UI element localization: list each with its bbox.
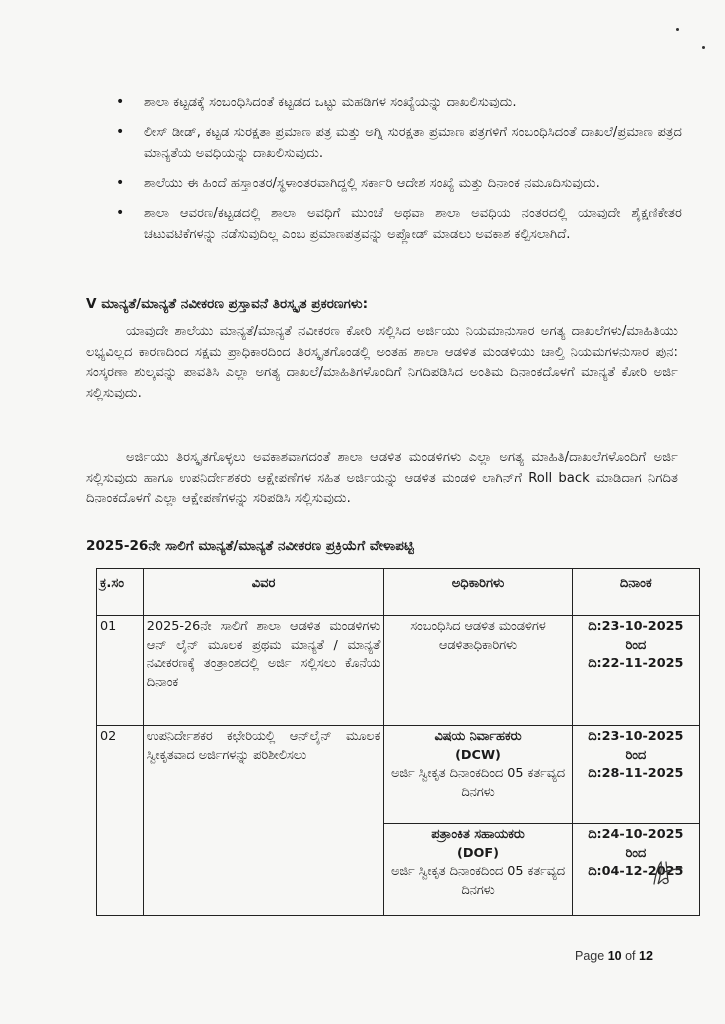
date-connector: ರಿಂದ	[625, 845, 647, 861]
section-v-paragraph-1: ಯಾವುದೇ ಶಾಲೆಯು ಮಾನ್ಯತೆ/ಮಾನ್ಯತೆ ನವೀಕರಣ ಕೋರಿ ಸಲ್ಲಿಸಿದ ಅರ್ಜಿಯು ನಿಯಮಾನುಸಾರ ಅಗತ್ಯ ದಾಖಲೆಗಳು/ಮಾಹಿತಿಯು ಲಭ್ಯವಿಲ್ಲದ ಕಾರಣದಿಂದ ಸಕ್ಷಮ ಪ್ರಾಧಿಕಾರದಿಂದ ತಿರಸ್ಕೃತಗೊಂಡಲ್ಲಿ ಅಂತಹ ಶಾಲಾ ಆಡಳಿತ ಮಂಡಳಿಯು ಚಾಲ್ತಿ ನಿಯಮಗಳನುಸಾರ ಪುನ: ಸಂಸ್ಕರಣಾ ಶುಲ್ಕವನ್ನು ಪಾವತಿಸಿ ಎಲ್ಲಾ ಅಗತ್ಯ ದಾಖಲೆ/ಮಾಹಿತಿಗಳೊಂದಿಗೆ ನಿಗದಿಪಡಿಸಿದ ಅಂತಿಮ ದಿನಾಂಕದೊಳಗೆ ಮಾನ್ಯತೆ ಕೋರಿ ಅರ್ಜಿ ಸಲ್ಲಿಸುವುದು.	[86, 324, 678, 401]
column-header-date: ದಿನಾಂಕ	[572, 569, 699, 616]
bullet-text: ಶಾಲಾ ಆವರಣ/ಕಟ್ಟಡದಲ್ಲಿ ಶಾಲಾ ಅವಧಿಗೆ ಮುಂಚೆ ಅಥವಾ ಶಾಲಾ ಅವಧಿಯ ನಂತರದಲ್ಲಿ ಯಾವುದೇ ಶೈಕ್ಷಣಿಕೇತರ ಚಟುವಟಿಕೆಗಳನ್ನು ನಡೆಸುವುದಿಲ್ಲ ಎಂಬ ಪ್ರಮಾಣಪತ್ರವನ್ನು ಅಪ್ಲೋಡ್ ಮಾಡಲು ಅವಕಾಶ ಕಲ್ಪಿಸಲಾಗಿದೆ.	[144, 206, 682, 242]
column-header-details: ವಿವರ	[143, 569, 384, 616]
date-to: ದಿ:28-11-2025	[588, 766, 684, 781]
bullet-icon: •	[116, 124, 125, 140]
row-serial: 01	[97, 616, 144, 726]
schedule-heading: 2025-26ನೇ ಸಾಲಿಗೆ ಮಾನ್ಯತೆ/ಮಾನ್ಯತೆ ನವೀಕರಣ ಪ್ರಕ್ರಿಯೆಗೆ ವೇಳಾಪಟ್ಟಿ	[86, 538, 414, 554]
table-row	[97, 616, 700, 726]
total-pages-number: 12	[639, 949, 653, 963]
date-to: ದಿ:22-11-2025	[588, 656, 684, 671]
section-v-paragraph-2: ಅರ್ಜಿಯು ತಿರಸ್ಕೃತಗೊಳ್ಳಲು ಅವಕಾಶವಾಗದಂತೆ ಶಾಲಾ ಆಡಳಿತ ಮಂಡಳಿಗಳು ಎಲ್ಲಾ ಅಗತ್ಯ ಮಾಹಿತಿ/ದಾಖಲೆಗಳೊಂದಿಗೆ ಅರ್ಜಿ ಸಲ್ಲಿಸುವುದು ಹಾಗೂ ಉಪನಿರ್ದೇಶಕರು ಆಕ್ಷೇಪಣೆಗಳ ಸಹಿತ ಅರ್ಜಿಯನ್ನು ಆಡಳಿತ ಮಂಡಳಿ ಲಾಗಿನ್‌ಗೆ Roll back ಮಾಡಿದಾಗ ನಿಗದಿತ ದಿನಾಂಕದೊಳಗೆ ಎಲ್ಲಾ ಆಕ್ಷೇಪಣೆಗಳನ್ನು ಸರಿಪಡಿಸಿ ಸಲ್ಲಿಸುವುದು.	[86, 450, 678, 506]
officer-title: ಪತ್ರಾಂಕಿತ ಸಹಾಯಕರು	[431, 827, 525, 842]
officer-code: (DCW)	[455, 747, 501, 763]
current-page-number: 10	[607, 949, 622, 963]
section-v-heading: V ಮಾನ್ಯತೆ/ಮಾನ್ಯತೆ ನವೀಕರಣ ಪ್ರಸ್ತಾವನೆ ತಿರಸ್ಕೃತ ಪ್ರಕರಣಗಳು:	[86, 296, 369, 312]
date-connector: ರಿಂದ	[625, 637, 647, 653]
row-serial: 02	[97, 726, 144, 916]
row-officer: ಸಂಬಂಧಿಸಿದ ಆಡಳಿತ ಮಂಡಳಿಗಳ ಆಡಳಿತಾಧಿಕಾರಿಗಳು	[384, 616, 572, 726]
row-date-range	[572, 616, 699, 726]
bullet-item	[112, 92, 682, 113]
requirements-bullet-list	[112, 92, 682, 254]
date-to: ದಿ:04-12-2025	[588, 864, 684, 879]
date-from: ದಿ:24-10-2025	[588, 827, 684, 842]
officer-note: ಅರ್ಜಿ ಸ್ವೀಕೃತ ದಿನಾಂಕದಿಂದ 05 ಕರ್ತವ್ಯದ ದಿನಗಳು	[391, 864, 565, 898]
table-row	[97, 726, 700, 824]
page-label: Page	[575, 949, 605, 963]
date-from: ದಿ:23-10-2025	[588, 729, 684, 744]
date-connector: ರಿಂದ	[625, 747, 647, 763]
bullet-text: ಲೀಸ್ ಡೀಡ್, ಕಟ್ಟಡ ಸುರಕ್ಷತಾ ಪ್ರಮಾಣ ಪತ್ರ ಮತ್ತು ಅಗ್ನಿ ಸುರಕ್ಷತಾ ಪ್ರಮಾಣ ಪತ್ರಗಳಿಗೆ ಸಂಬಂಧಿಸಿದಂತೆ ದಾಖಲೆ/ಪ್ರಮಾಣ ಪತ್ರದ ಮಾನ್ಯತೆಯ ಅವಧಿಯನ್ನು ದಾಖಲಿಸುವುದು.	[144, 125, 682, 161]
column-header-serial: ಕ್ರ.ಸಂ	[97, 569, 144, 616]
date-from: ದಿ:23-10-2025	[588, 619, 684, 634]
column-header-officers: ಅಧಿಕಾರಿಗಳು	[384, 569, 572, 616]
bullet-icon: •	[116, 205, 125, 221]
handwritten-initials-signature	[650, 858, 684, 888]
scan-speck	[702, 46, 705, 49]
row-date-range	[572, 726, 699, 824]
of-label: of	[625, 949, 636, 963]
page-number-footer	[575, 949, 653, 963]
bullet-text: ಶಾಲಾ ಕಟ್ಟಡಕ್ಕೆ ಸಂಬಂಧಿಸಿದಂತೆ ಕಟ್ಟಡದ ಒಟ್ಟು ಮಹಡಿಗಳ ಸಂಖ್ಯೆಯನ್ನು ದಾಖಲಿಸುವುದು.	[144, 95, 517, 110]
scan-speck	[676, 28, 679, 31]
bullet-text: ಶಾಲೆಯು ಈ ಹಿಂದೆ ಹಸ್ತಾಂತರ/ಸ್ಥಳಾಂತರವಾಗಿದ್ದಲ್ಲಿ ಸರ್ಕಾರಿ ಆದೇಶ ಸಂಖ್ಯೆ ಮತ್ತು ದಿನಾಂಕ ನಮೂದಿಸುವುದು.	[144, 176, 600, 191]
row-description: ಉಪನಿರ್ದೇಶಕರ ಕಛೇರಿಯಲ್ಲಿ ಆನ್‌ಲೈನ್ ಮೂಲಕ ಸ್ವೀಕೃತವಾದ ಅರ್ಜಿಗಳನ್ನು ಪರಿಶೀಲಿಸಲು	[143, 726, 384, 916]
officer-code: (DOF)	[457, 845, 499, 861]
officer-title: ವಿಷಯ ನಿರ್ವಾಹಕರು	[434, 729, 522, 744]
bullet-item	[112, 122, 682, 164]
table-header-row	[97, 569, 700, 616]
bullet-item	[112, 173, 682, 194]
bullet-icon: •	[116, 94, 125, 110]
bullet-icon: •	[116, 175, 125, 191]
bullet-item	[112, 203, 682, 245]
row-description: 2025-26ನೇ ಸಾಲಿಗೆ ಶಾಲಾ ಆಡಳಿತ ಮಂಡಳಿಗಳು ಆನ್ ಲೈನ್ ಮೂಲಕ ಪ್ರಥಮ ಮಾನ್ಯತೆ / ಮಾನ್ಯತೆ ನವೀಕರಣಕ್ಕೆ ತಂತ್ರಾಂಶದಲ್ಲಿ ಅರ್ಜಿ ಸಲ್ಲಿಸಲು ಕೊನೆಯ ದಿನಾಂಕ	[143, 616, 384, 726]
schedule-table	[96, 568, 700, 916]
row-officer	[384, 726, 572, 824]
row-officer	[384, 824, 572, 916]
officer-note: ಅರ್ಜಿ ಸ್ವೀಕೃತ ದಿನಾಂಕದಿಂದ 05 ಕರ್ತವ್ಯದ ದಿನಗಳು	[391, 766, 565, 800]
